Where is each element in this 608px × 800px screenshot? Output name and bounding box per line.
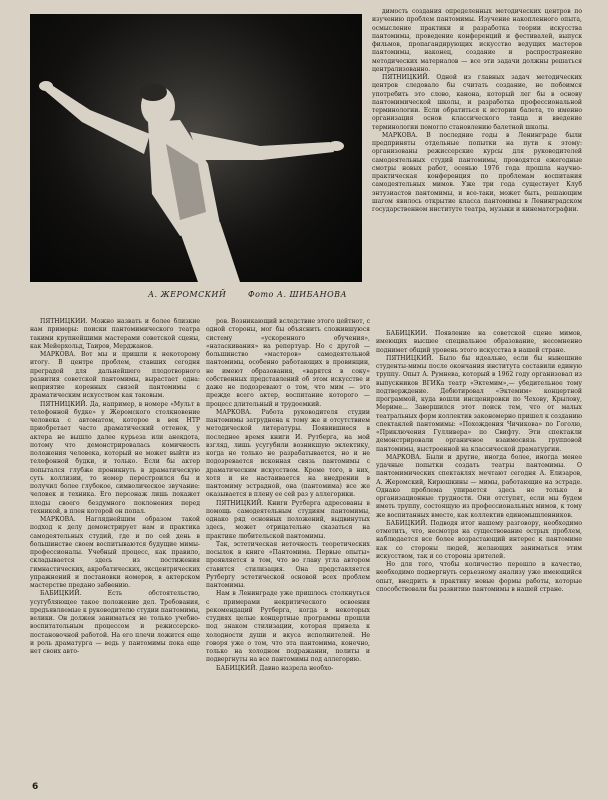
paragraph: БАБИЦКИЙ. Подводя итог нашему разговору, необходимо отметить, что, несмотря на существование острых проблем, наблюдается все более возрастающий интерес к пантомиме как со стороны людей, желающих заниматься этим искусством, так и со стороны зрителей. (376, 519, 582, 560)
paragraph: ПЯТНИЦКИЙ. Можно назвать и более близкие нам примеры: поиски пантомимического театра такими крупнейшими мастерами советской сцены, как Мейерхольд, Таиров, Мерджанов. (30, 318, 200, 350)
paragraph: димость создания определенных методических центров по изучению проблем пантомимы. Изучение накопленного опыта, осмысление практики и разработка теории искусства пантомимы, проведение конференций и фестивалей, выпуск фильмов, пропагандирующих искусство ведущих мастеров пантомимы, наконец, создание и распространение методических материалов — все эти задачи должны решаться централизованно. (372, 8, 582, 73)
paragraph: БАБИЦКИЙ. Появление на советской сцене мимов, имеющих высшее специальное образование, несомненно поднимет общий уровень этого искусства в нашей стране. (376, 330, 582, 354)
paragraph: Нам в Ленинграде уже пришлось столкнуться с примерами некритического освоения рекомендаций Рутберга, когда в некоторых студиях целые концертные программы прошли под знаком стилизации, которая привела к холодности души и вкуса исполнителей. Не говоря уже о том, что эта пантомима, конечно, только на холодном подражании, политы и подвергнуты на все пантомимы под аллегорию. (206, 590, 370, 664)
paragraph: ПЯТНИЦКИЙ. Книги Рутберга адресованы в помощь самодеятельным студиям пантомимы, однако ряд основных положений, выдвинутых здесь, может отрицательно сказаться на практике любительской пантомимы. (206, 499, 370, 540)
paragraph: ПЯТНИЦКИЙ. Одной из главных задач методических центров следовало бы считать создание, не побоимся употребить это слово, канона, который лег бы в основу пантомимической школы, и разработка профессиональной терминологии. Если обратиться к истории балета, то именно организация основ классического танца и введение терминологии помогло становлению балетной школы. (372, 74, 582, 131)
photo-caption (30, 288, 362, 302)
paragraph: ПЯТНИЦКИЙ. Было бы идеально, если бы нынешние студенты-мимы после окончания института составили единую труппу. Опыт А. Румнева, который в 1962 году организовал из выпускников ВГИКа театр «Эктемим»,— убедительное тому подтверждение. Дебютировал «Эктемим» концертной программой, куда вошли инсценировки по Чехову, Крылову, Мериме... Завершился этот поиск тем, что от малых театральных форм коллектив закономерно пришел к созданию спектаклей пантомимы: «Похождения Чичикова» по Гоголю, «Приключения Гулливера» по Свифту. Эти спектакли демонстрировали органичное взаимосвязь групповой пантомимы, выстроенной на классической драматургии. (376, 354, 582, 453)
text-column-left (30, 318, 200, 778)
text-column-right (376, 330, 582, 780)
paragraph: МАРКОВА. Нагляднейшим образом такой подход к делу демонстрирует нам и практика самодеятельных студий, где и по сей день в большинстве своем воспитываются будущие мимы-профессионалы. Учебный процесс, как правило, складывается здесь из постижения гимнастических, акробатических, эксцентрических упражнений и постановки номеров, в актерском мастерстве предано забвению. (30, 516, 200, 589)
paragraph: ров. Возникающий вследствие этого цейтнот, с одной стороны, мог бы объяснить сложившуюся систему «ускоренного обучения», «натаскивания» на репертуар. Но с другой — большинство «мастеров» самодеятельной пантомимы, особенно работающих в провинции, не имеют образования, «варятся в соку» собственных представлений об этом искусстве и даже не подозревают о том, что мим — это прежде всего актер, воспитание которого — процесс длительный и трудоемкий. (206, 318, 370, 408)
paragraph: БАБИЦКИЙ. Давно назрела необхо- (216, 664, 334, 672)
paragraph: МАРКОВА. Вот мы и пришли к некоторому итогу. В центре проблем, ставших сегодня преградой для дальнейшего плодотворного развития советской пантомимы, вырастает одна: неприятие коренных связей пантомимы с драматическим искусством как таковым. (30, 351, 200, 400)
photo-caption-credit: Фото А. ШИБАНОВА (248, 290, 348, 299)
photo-caption-name: А. ЖЕРОМСКИЙ (148, 290, 227, 299)
page-number: 6 (32, 782, 39, 792)
mime-photo (30, 14, 362, 282)
paragraph: ПЯТНИЦКИЙ. Да, например, в номере «Мульт в телефонной будке» у Жеромского столкновение человека с автоматом, которое в век НТР приобретает часто драматический оттенок, у актера не вышло далее курьеза или анекдота, потому что демонстрировалась комичность положения человека, который не может выйти из телефонной будки, и только. Если бы актер попытался глубже проникнуть в драматическую суть коллизии, то номер перестроился бы и получил более глубокое, символическое звучание: человек и техника. Его персонаж лишь покажет плоды своего бездумного поклонения перед техникой, в плен которой он попал. (30, 400, 200, 515)
paragraph: МАРКОВА. В последние годы в Ленинграде были предприняты отдельные попытки на пути к этому: организованы режиссерские курсы для руководителей самодеятельных студий пантомимы, проводятся ежегодные смотры новых работ, осенью 1976 года прошла научно-практическая конференция по проблемам воспитания самодеятельных мимов. Уже три года существует Клуб энтузиастов пантомимы, и все-таки, может быть, решающим шагом явилось открытие класса пантомимы в Ленинградском государственном институте театра, музыки и кинематографии. (372, 131, 582, 213)
text-column-middle (206, 318, 370, 778)
paragraph: Но для того, чтобы количество перешло в качество, необходимо подвергнуть серьезному анализу уже имеющийся опыт, внедрить в практику новые формы работы, которые способствовали бы развитию пантомимы в нашей стране. (376, 561, 582, 593)
paragraph: Так, эстетическая неточность теоретических посылок в книге «Пантомима. Первые опыты» проявляется в том, что во главу угла автором ставится стилизация. Она представляется Рутбергу эстетической основой всех проблем пантомимы. (206, 540, 370, 589)
paragraph: МАРКОВА. Работа руководителя студии пантомимы затруднена к тому же и отсутствием методической литературы. Появившиеся в последнее время книги И. Рутберга, на мой взгляд, лишь усугубили возникшую эклектику, когда не только не разрабатывается, но и не подозревается исконная связь пантомимы с драматическим искусством. Кроме того, в них, хотя и не настаивается на внедрении в пантомиму эстрадной, она (пантомима) все же оказывается в плену ее сей раз у аллегорики. (206, 408, 370, 499)
text-column-right-top (372, 8, 582, 328)
mime-figure-illustration (30, 14, 362, 282)
paragraph: БАБИЦКИЙ. Есть обстоятельство, усугубляющее такое положение дел. Требования, предъявляемые к руководителю студии пантомимы, велики. Он должен заниматься не только учебно-воспитательным процессом и режиссерско-постановочной работой. На его плечи ложится еще и роль драматурга — ведь у пантомимы пока еще нет своих авто- (30, 590, 200, 655)
paragraph: МАРКОВА. Были и другие, иногда более, иногда менее удачные попытки создать театры пантомимы. О пантомимических спектаклях мечтают сегодня А. Елизаров, А. Жеромский, Кирюшкины — мимы, работающие на эстраде. Однако проблема упирается здесь не только в организационные трудности. Они отступят, если мы будем иметь труппу, состоящую из профессиональных мимов, к тому же воспитанных вместе, как коллектив единомышленников. (376, 453, 582, 519)
